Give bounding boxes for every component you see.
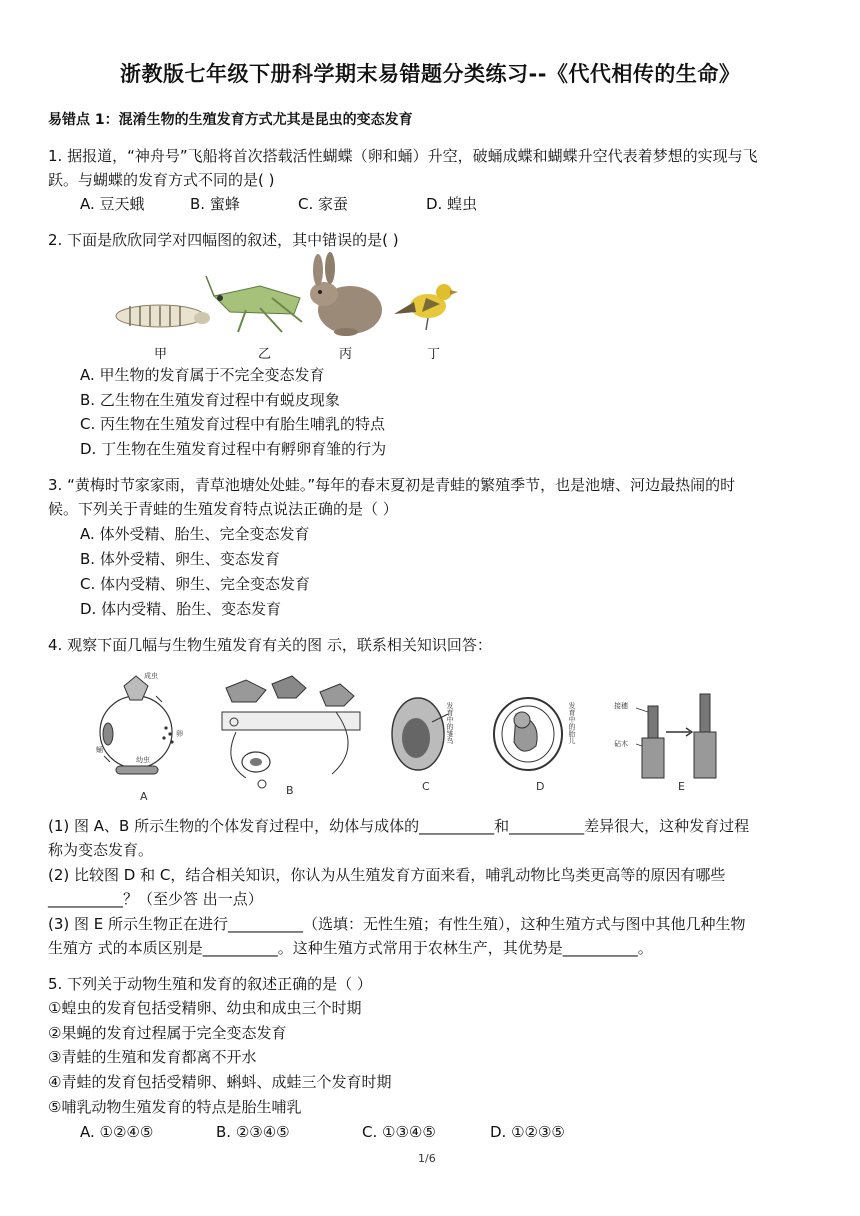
figure-b-frog-cycle xyxy=(222,676,360,788)
q3-option-c: C. 体内受精、卵生、完全变态发育 xyxy=(80,575,311,593)
q4-sub2-line1: (2) 比较图 D 和 C，结合相关知识，你认为从生殖发育方面来看，哺乳动物比鸟类更高等的原因有哪些 xyxy=(48,866,726,884)
q5-options xyxy=(80,1122,565,1142)
q1-options xyxy=(80,194,477,214)
figure-d-letter: D xyxy=(536,780,545,793)
q2-label-jia: 甲 xyxy=(154,347,168,362)
q1-option-d: D. 蝗虫 xyxy=(426,195,478,213)
figure-d-note: 发育中的胎儿 xyxy=(568,702,576,744)
q4-sub3-line1: (3) 图 E 所示生物正在进行__________（选填：无性生殖；有性生殖），这种生殖方式与图中其他几种生物 xyxy=(48,915,746,933)
figure-a-adult-label: 成虫 xyxy=(144,672,158,680)
q1-option-a: A. 豆天蛾 xyxy=(80,195,145,213)
figure-a-larva-label: 幼虫 xyxy=(136,756,150,764)
figure-c-bird-egg xyxy=(392,698,454,770)
q3-stem-line1: 3. “黄梅时节家家雨，青草池塘处处蛙。”每年的春末夏初是青蛙的繁殖季节，也是池塘、河边最热闹的时 xyxy=(48,476,736,494)
q2-option-d: D. 丁生物在生殖发育过程中有孵卵育雏的行为 xyxy=(80,440,387,458)
figure-e-scion-label: 接穗 xyxy=(614,702,628,710)
q5-option-c: C. ①③④⑤ xyxy=(362,1123,436,1141)
q3-stem-line2: 候。下列关于青蛙的生殖发育特点说法正确的是（ ） xyxy=(48,500,398,518)
page-number: 1/6 xyxy=(418,1152,436,1165)
q5-option-b: B. ②③④⑤ xyxy=(216,1123,290,1141)
bird-image xyxy=(394,284,458,330)
document-title: 浙教版七年级下册科学期末易错题分类练习--《代代相传的生命》 xyxy=(120,62,741,86)
q3-option-a: A. 体外受精、胎生、完全变态发育 xyxy=(80,525,310,543)
q4-sub2-line2: __________？（至少答 出一点） xyxy=(48,890,263,908)
q5-item-5: ⑤哺乳动物生殖发育的特点是胎生哺乳 xyxy=(48,1098,302,1116)
q2-animal-figures xyxy=(110,252,460,338)
q3-option-b: B. 体外受精、卵生、变态发育 xyxy=(80,550,280,568)
q4-stem: 4. 观察下面几幅与生物生殖发育有关的图 示，联系相关知识回答： xyxy=(48,636,492,654)
figure-e-letter: E xyxy=(678,780,685,793)
figure-b-letter: B xyxy=(286,784,294,797)
figure-a-insect-cycle xyxy=(96,671,183,774)
silkworm-image xyxy=(116,305,210,327)
figure-d-fetus xyxy=(494,698,576,770)
q5-item-1: ①蝗虫的发育包括受精卵、幼虫和成虫三个时期 xyxy=(48,999,362,1017)
q5-item-4: ④青蛙的发育包括受精卵、蝌蚪、成蛙三个发育时期 xyxy=(48,1073,392,1091)
q2-label-bing: 丙 xyxy=(339,347,353,362)
figure-c-note: 发育中的雏鸟 xyxy=(446,702,454,744)
figure-a-letter: A xyxy=(140,790,148,802)
q2-label-ding: 丁 xyxy=(427,347,441,362)
q5-option-d: D. ①②③⑤ xyxy=(490,1123,565,1141)
figure-a-pupa-label: 蛹 xyxy=(96,746,103,754)
grasshopper-image xyxy=(206,276,302,332)
q4-sub1-line1: (1) 图 A、B 所示生物的个体发育过程中，幼体与成体的__________和__________差异很大，这种发育过程 xyxy=(48,817,750,835)
figure-e-grafting xyxy=(614,694,716,778)
q4-development-figures xyxy=(96,662,736,802)
q2-option-c: C. 丙生物在生殖发育过程中有胎生哺乳的特点 xyxy=(80,415,386,433)
q3-option-d: D. 体内受精、胎生、变态发育 xyxy=(80,600,282,618)
q1-stem-line1: 1. 据报道，“神舟号”飞船将首次搭载活性蝴蝶（卵和蛹）升空，破蛹成蝶和蝴蝶升空代表着梦想的实现与飞 xyxy=(48,147,758,165)
q5-stem: 5. 下列关于动物生殖和发育的叙述正确的是（ ） xyxy=(48,975,372,993)
error-point-heading: 易错点 1：混淆生物的生殖发育方式尤其是昆虫的变态发育 xyxy=(48,112,413,128)
q1-option-b: B. 蜜蜂 xyxy=(190,195,240,213)
q5-item-2: ②果蝇的发育过程属于完全变态发育 xyxy=(48,1024,287,1042)
q2-option-b: B. 乙生物在生殖发育过程中有蜕皮现象 xyxy=(80,391,340,409)
q5-option-a: A. ①②④⑤ xyxy=(80,1123,154,1141)
q4-sub3-line2: 生殖方 式的本质区别是__________。这种生殖方式常用于农林生产，其优势是__________。 xyxy=(48,939,653,957)
figure-a-egg-label: 卵 xyxy=(176,730,183,738)
q5-item-3: ③青蛙的生殖和发育都离不开水 xyxy=(48,1048,257,1066)
rabbit-image xyxy=(310,252,382,336)
q2-label-yi: 乙 xyxy=(258,347,272,362)
figure-c-letter: C xyxy=(422,780,430,793)
q2-stem: 2. 下面是欣欣同学对四幅图的叙述，其中错误的是( ) xyxy=(48,231,399,249)
q4-sub1-line2: 称为变态发育。 xyxy=(48,841,154,859)
figure-e-stock-label: 砧木 xyxy=(614,740,628,748)
q2-option-a: A. 甲生物的发育属于不完全变态发育 xyxy=(80,366,325,384)
q1-option-c: C. 家蚕 xyxy=(298,195,349,213)
q1-stem-line2: 跃。与蝴蝶的发育方式不同的是( ) xyxy=(48,171,275,189)
